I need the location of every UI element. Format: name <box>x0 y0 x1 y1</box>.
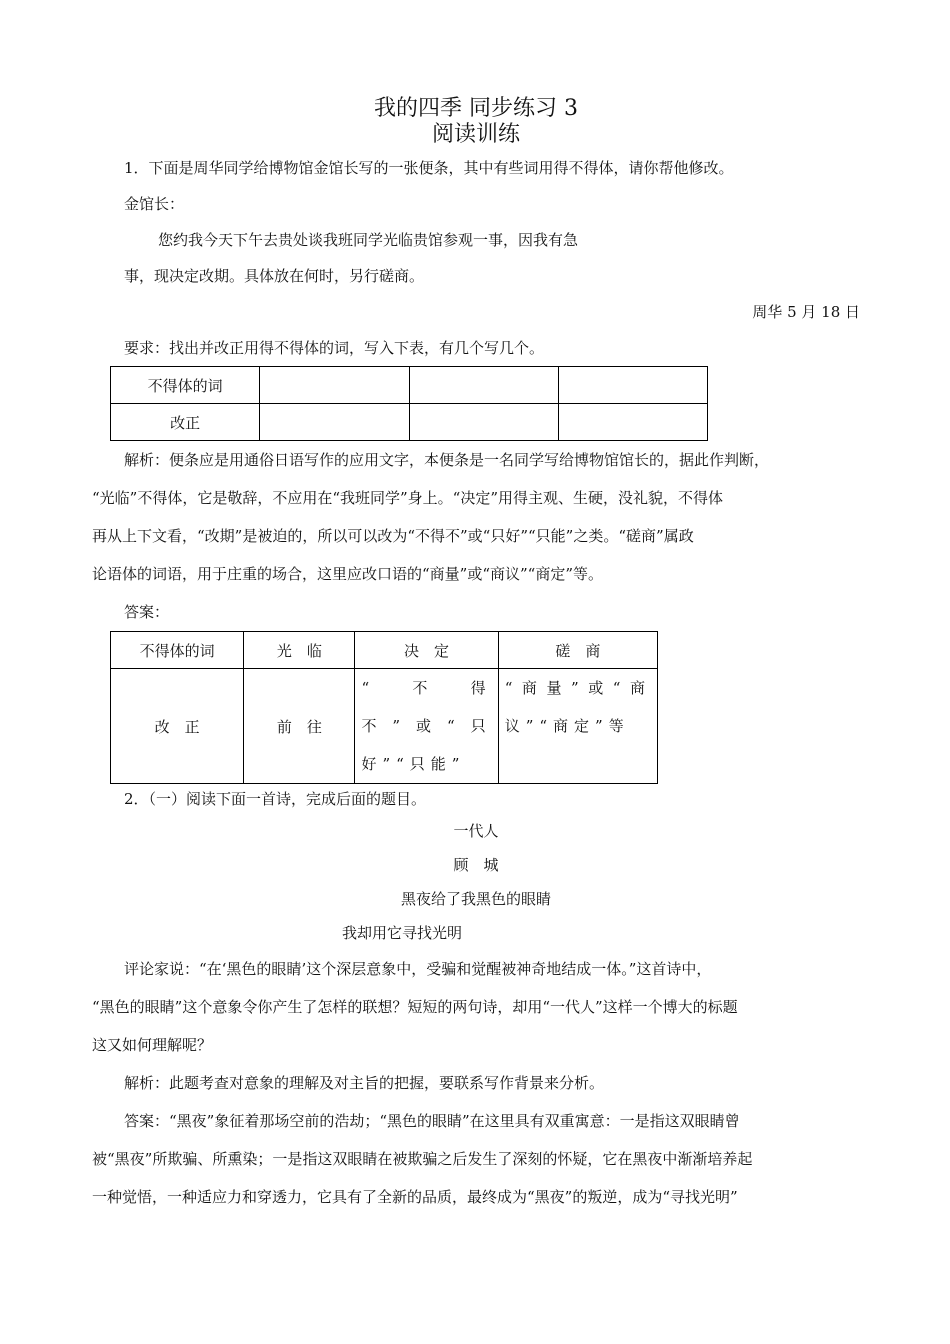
document-page <box>92 96 860 1216</box>
q2-question-line: 这又如何理解呢？ <box>92 1036 213 1054</box>
poem-line: 我却用它寻找光明 <box>342 924 463 942</box>
blank-answer-table <box>110 366 708 441</box>
doc-title: 我的四季 同步练习 3 <box>374 96 578 121</box>
poem-author: 顾 城 <box>453 856 499 874</box>
table-cell <box>558 404 707 441</box>
q2-answer-line: 被“黑夜”所欺骗、所熏染；一是指这双眼睛在被欺骗之后发生了深刻的怀疑，它在黑夜中渐渐培养起 <box>92 1150 753 1168</box>
q1-answer-label: 答案： <box>124 603 170 621</box>
q2-answer-line: 一种觉悟，一种适应力和穿透力，它具有了全新的品质，最终成为“黑夜”的叛逆，成为“寻找光明” <box>92 1188 738 1206</box>
q1-analysis-line: 解析：便条应是用通俗日语写作的应用文字，本便条是一名同学写给博物馆馆长的，据此作判断， <box>124 451 770 469</box>
table-row <box>111 632 658 669</box>
table-cell <box>260 404 409 441</box>
table-cell: 光 临 <box>244 632 355 669</box>
q1-analysis-line: 再从上下文看，“改期”是被迫的，所以可以改为“不得不”或“只好”“只能”之类。“磋商”属政 <box>92 527 694 545</box>
note-body-line1: 您约我今天下午去贵处谈我班同学光临贵馆参观一事，因我有急 <box>158 231 579 249</box>
note-signature: 周华 5 月 18 日 <box>752 303 860 321</box>
table-cell <box>409 404 558 441</box>
q1-analysis-line: “光临”不得体，它是敬辞，不应用在“我班同学”身上。“决定”用得主观、生硬，没礼貌，不得体 <box>92 489 724 507</box>
q2-analysis: 解析：此题考查对意象的理解及对主旨的把握，要联系写作背景来分析。 <box>124 1074 605 1092</box>
q1-analysis-line: 论语体的词语，用于庄重的场合，这里应改口语的“商量”或“商议”“商定”等。 <box>92 565 604 583</box>
table-cell: 不得体的词 <box>111 367 260 404</box>
table-row <box>111 404 708 441</box>
note-body-line2: 事，现决定改期。具体放在何时，另行磋商。 <box>124 267 425 285</box>
table-row <box>111 669 658 784</box>
table-cell: “不得不”或“只好”“只能” <box>355 669 498 784</box>
q1-prompt: 1．下面是周华同学给博物馆金馆长写的一张便条，其中有些词用得不得体，请你帮他修改。 <box>124 159 734 177</box>
table-cell: “商量”或“商议”“商定”等 <box>498 669 657 784</box>
q1-requirement: 要求：找出并改正用得不得体的词，写入下表，有几个写几个。 <box>124 339 545 357</box>
table-cell <box>260 367 409 404</box>
poem-title: 一代人 <box>453 822 499 840</box>
doc-subtitle: 阅读训练 <box>431 122 520 147</box>
poem-line: 黑夜给了我黑色的眼睛 <box>400 890 551 908</box>
answer-table <box>110 631 658 784</box>
q2-answer-line: 答案：“黑夜”象征着那场空前的浩劫；“黑色的眼睛”在这里具有双重寓意：一是指这双眼睛曾 <box>124 1112 740 1130</box>
table-cell: 磋 商 <box>498 632 657 669</box>
table-cell: 改正 <box>111 404 260 441</box>
q2-question-line: 评论家说：“在‘黑色的眼睛’这个深层意象中，受骗和觉醒被神奇地结成一体。”这首诗中， <box>124 960 712 978</box>
note-salutation: 金馆长： <box>124 195 185 213</box>
table-cell <box>558 367 707 404</box>
q2-question-line: “黑色的眼睛”这个意象令你产生了怎样的联想？短短的两句诗，却用“一代人”这样一个博大的标题 <box>92 998 738 1016</box>
table-cell: 不得体的词 <box>111 632 244 669</box>
q2-prompt: 2．（一）阅读下面一首诗，完成后面的题目。 <box>124 790 427 808</box>
table-cell: 前 往 <box>244 669 355 784</box>
table-cell <box>409 367 558 404</box>
table-row <box>111 367 708 404</box>
table-cell: 改 正 <box>111 669 244 784</box>
table-cell: 决 定 <box>355 632 498 669</box>
